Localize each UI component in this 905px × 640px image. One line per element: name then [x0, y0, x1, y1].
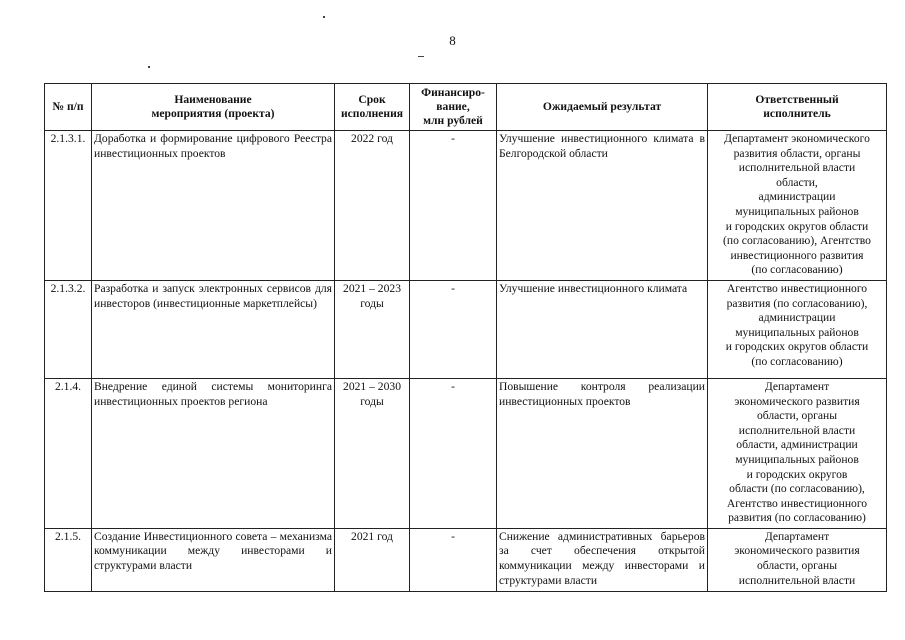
row-measure-name: Разработка и запуск электронных сервисов для инвесторов (инвестиционные маркетплейсы): [92, 280, 335, 378]
table-row: [45, 378, 887, 528]
header-term: Срок исполнения: [335, 84, 410, 131]
scan-speck: [148, 66, 150, 68]
row-term: 2022 год: [335, 131, 410, 281]
table-header-row: [45, 84, 887, 131]
scan-speck: [418, 56, 424, 57]
header-name: Наименование мероприятия (проекта): [92, 84, 335, 131]
row-number: 2.1.5.: [45, 528, 92, 591]
row-responsible: Департамент экономического развития области, органы исполнительной власти области, администрации муниципальных районов и городских округов области (по согласованию), Агентство инвестиционного развития (по согласованию): [708, 131, 887, 281]
table-row: [45, 131, 887, 281]
row-measure-name: Доработка и формирование цифрового Реестра инвестиционных проектов: [92, 131, 335, 281]
header-result: Ожидаемый результат: [497, 84, 708, 131]
page-number: 8: [449, 33, 456, 48]
row-finance: -: [410, 131, 497, 281]
scan-speck: [323, 16, 325, 18]
row-responsible: Агентство инвестиционного развития (по согласованию), администрации муниципальных районов и городских округов области (по согласованию): [708, 280, 887, 378]
row-measure-name: Внедрение единой системы мониторинга инвестиционных проектов региона: [92, 378, 335, 528]
row-term: 2021 – 2023 годы: [335, 280, 410, 378]
row-term: 2021 год: [335, 528, 410, 591]
row-finance: -: [410, 528, 497, 591]
row-responsible: Департамент экономического развития области, органы исполнительной власти области, администрации муниципальных районов и городских округов области (по согласованию), Агентство инвестиционного развития (по согласованию): [708, 378, 887, 528]
row-term: 2021 – 2030 годы: [335, 378, 410, 528]
measures-table: [44, 83, 887, 592]
row-measure-name: Создание Инвестиционного совета – механизма коммуникации между инвесторами и структурами власти: [92, 528, 335, 591]
row-expected-result: Повышение контроля реализации инвестиционных проектов: [497, 378, 708, 528]
table-row: [45, 280, 887, 378]
row-number: 2.1.3.1.: [45, 131, 92, 281]
row-finance: -: [410, 280, 497, 378]
row-expected-result: Улучшение инвестиционного климата в Белгородской области: [497, 131, 708, 281]
row-expected-result: Снижение административных барьеров за счет обеспечения открытой коммуникации между инвесторами и структурами власти: [497, 528, 708, 591]
row-responsible: Департамент экономического развития области, органы исполнительной власти: [708, 528, 887, 591]
row-finance: -: [410, 378, 497, 528]
header-finance: Финансиро- вание, млн рублей: [410, 84, 497, 131]
header-responsible: Ответственный исполнитель: [708, 84, 887, 131]
row-number: 2.1.3.2.: [45, 280, 92, 378]
row-number: 2.1.4.: [45, 378, 92, 528]
header-number: № п/п: [45, 84, 92, 131]
row-expected-result: Улучшение инвестиционного климата: [497, 280, 708, 378]
table-row: [45, 528, 887, 591]
